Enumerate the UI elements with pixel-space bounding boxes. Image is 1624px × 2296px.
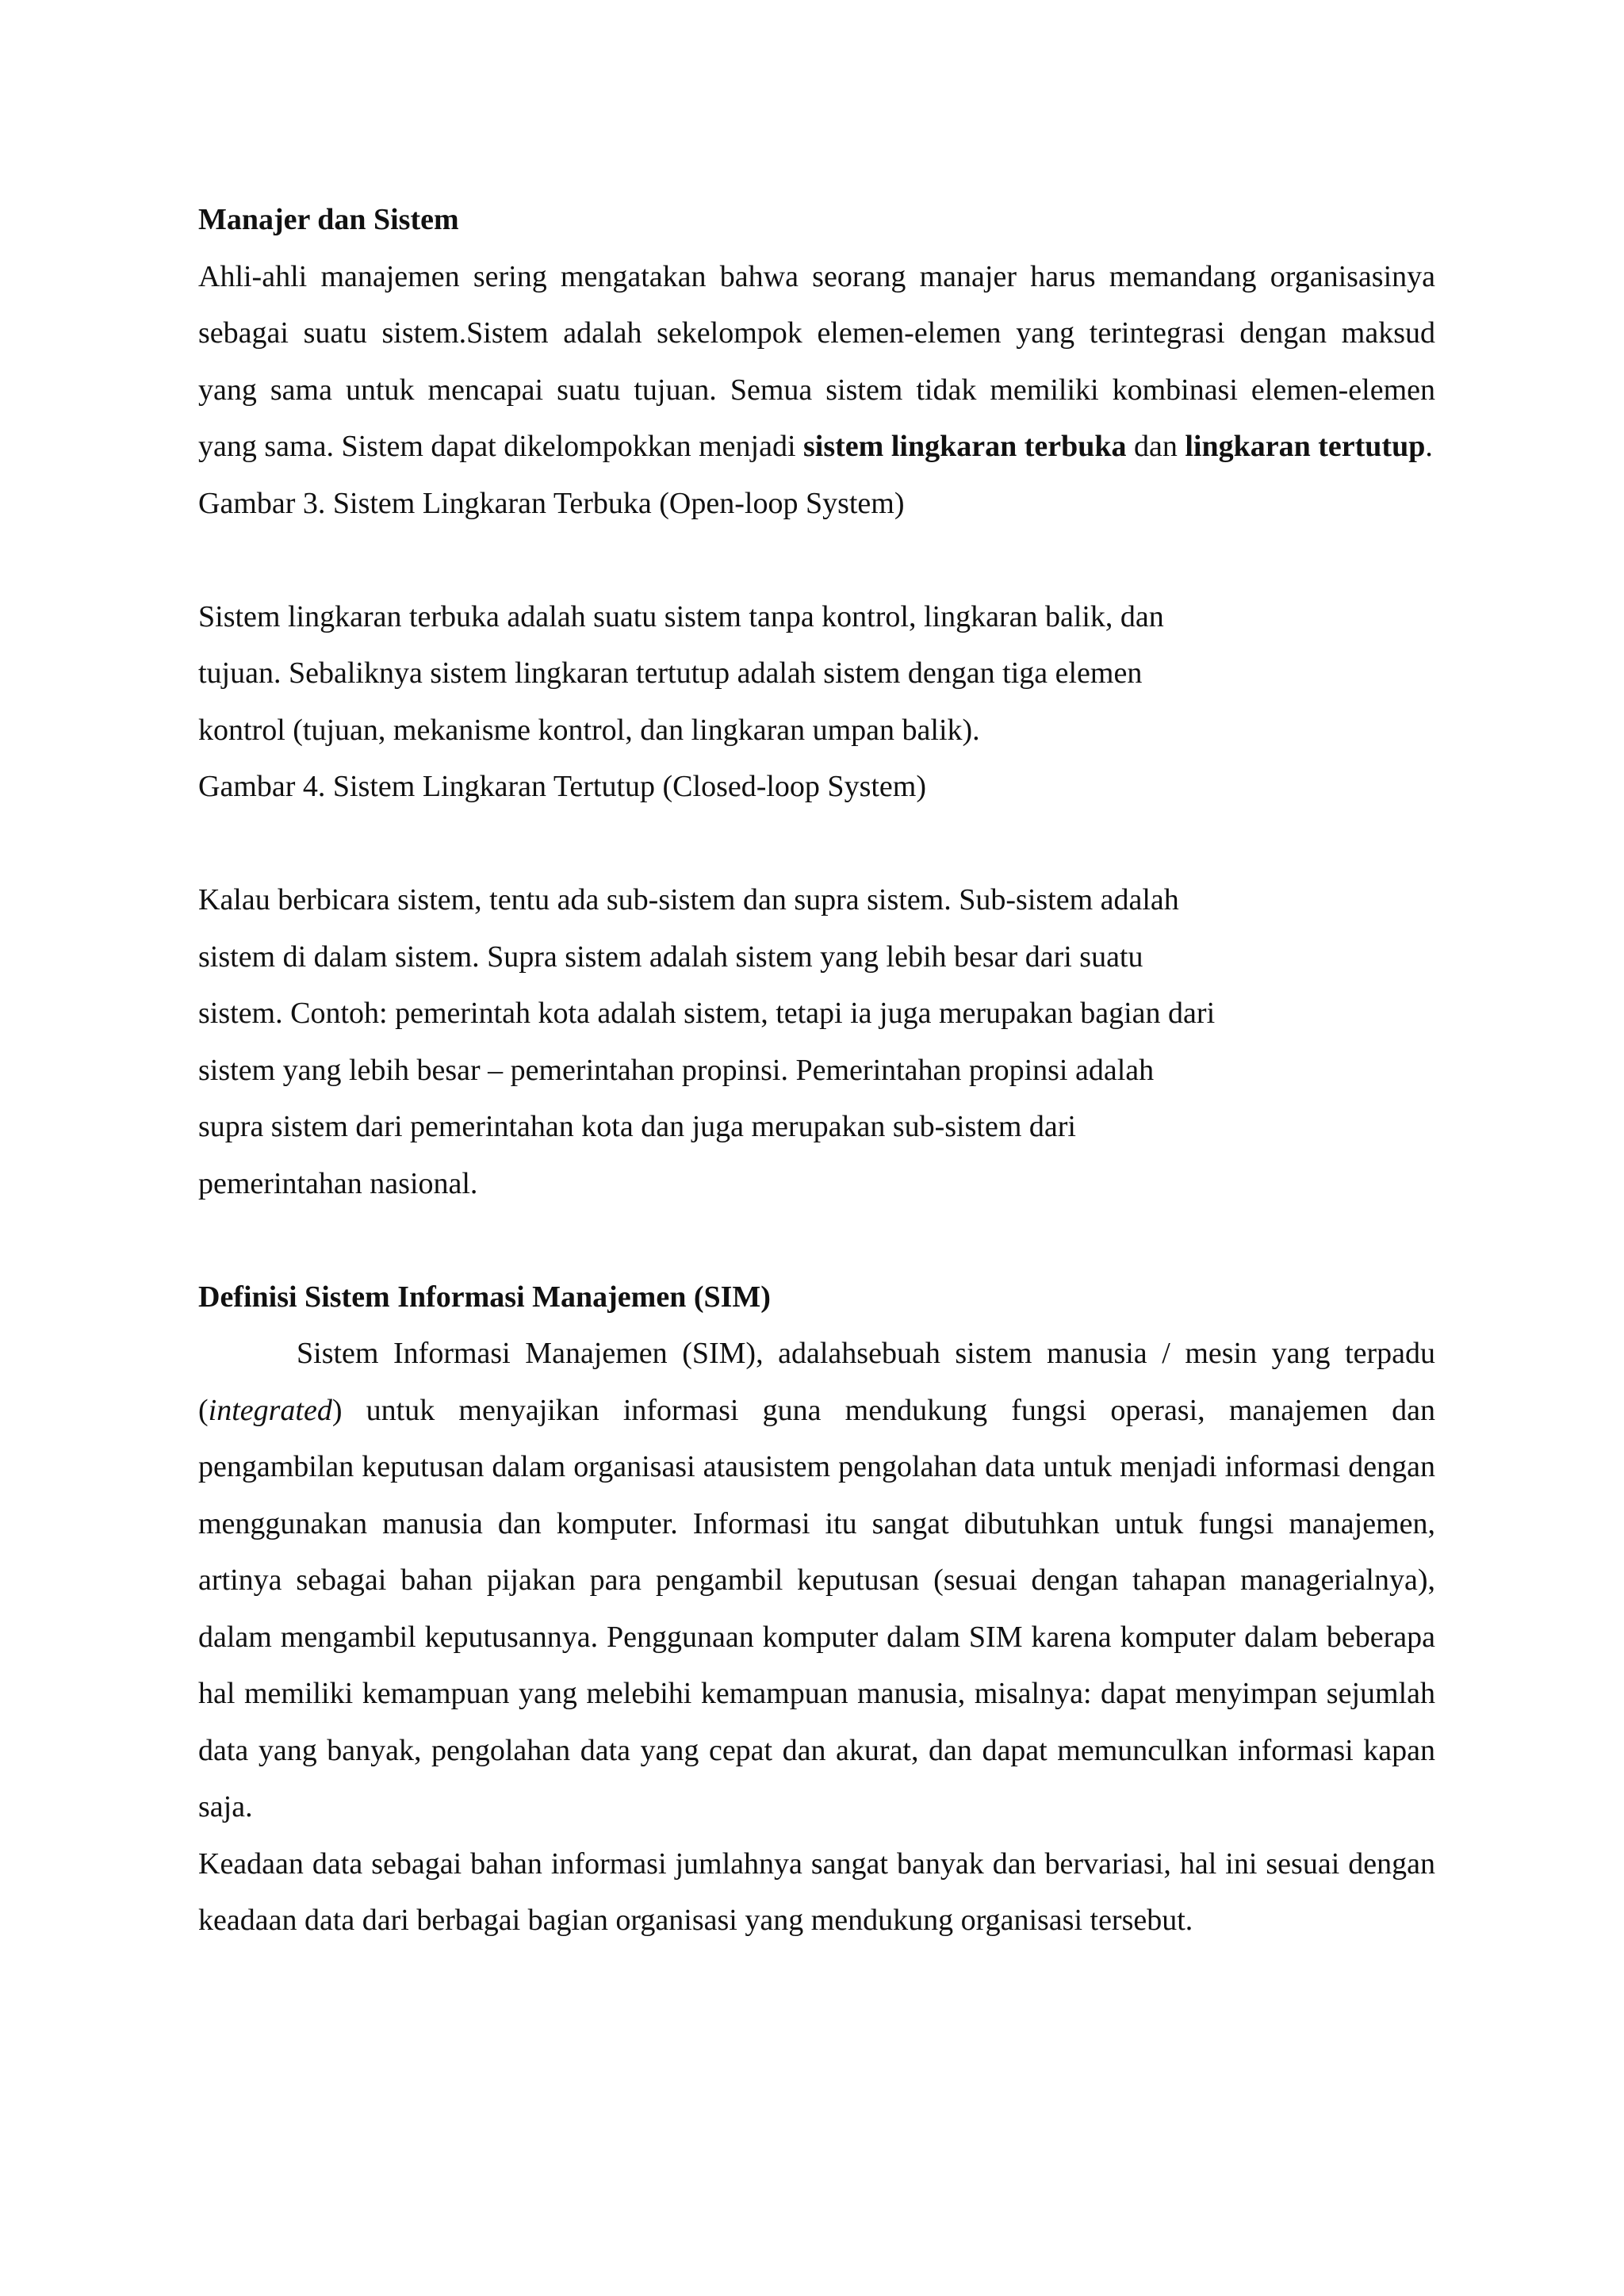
bold-term-closed-loop: lingkaran tertutup	[1185, 430, 1426, 463]
italic-term-integrated: integrated	[208, 1393, 332, 1427]
section-heading-definisi-sim: Definisi Sistem Informasi Manajemen (SIM)	[198, 1280, 771, 1314]
paragraph-open-loop-definition: Sistem lingkaran terbuka adalah suatu sistem tanpa kontrol, lingkaran balik, dan tujuan. Sebaliknya sistem lingkaran tertutup adalah sistem dengan tiga elemen kontrol (tujuan, mekanisme kontrol, dan lingkaran umpan balik).	[198, 599, 1164, 747]
spacer	[198, 1212, 1435, 1269]
paragraph-sim-definition	[198, 1326, 1435, 1836]
section-heading-manajer-dan-sistem: Manajer dan Sistem	[198, 203, 459, 236]
figure-caption-3: Gambar 3. Sistem Lingkaran Terbuka (Open-loop System)	[198, 486, 905, 520]
paragraph-subsystem: Kalau berbicara sistem, tentu ada sub-sistem dan supra sistem. Sub-sistem adalah sistem di dalam sistem. Supra sistem adalah sistem yang lebih besar dari suatu sistem. Contoh: pemerintah kota adalah sistem, tetapi ia juga merupakan bagian dari sistem yang lebih besar – pemerintahan propinsi. Pemerintahan propinsi adalah supra sistem dari pemerintahan kota dan juga merupakan sub-sistem dari pemerintahan nasional.	[198, 883, 1216, 1200]
paragraph-text: ) untuk menyajikan informasi guna mendukung fungsi operasi, manajemen dan pengambilan keputusan dalam organisasi atausistem pengolahan data untuk menjadi informasi dengan menggunakan manusia dan komputer. Informasi itu sangat dibutuhkan untuk fungsi manajemen, artinya sebagai bahan pijakan para pengambil keputusan (sesuai dengan tahapan managerialnya), dalam mengambil keputusannya. Penggunaan komputer dalam SIM karena komputer dalam beberapa hal memiliki kemampuan yang melebihi kemampuan manusia, misalnya: dapat menyimpan sejumlah data yang banyak, pengolahan data yang cepat dan akurat, dan dapat memunculkan informasi kapan saja.	[198, 1393, 1435, 1823]
paragraph-data-keadaan: Keadaan data sebagai bahan informasi jumlahnya sangat banyak dan bervariasi, hal ini sesuai dengan keadaan data dari berbagai bagian organisasi yang mendukung organisasi tersebut.	[198, 1846, 1435, 1937]
spacer	[198, 532, 1435, 589]
document-body	[198, 192, 1435, 1950]
paragraph-text: Ahli-ahli manajemen sering mengatakan bahwa seorang manajer harus memandang organisasinya sebagai suatu sistem.Sistem adalah sekelompok elemen-elemen yang terintegrasi dengan maksud yang sama untuk mencapai suatu tujuan. Semua sistem tidak memiliki kombinasi elemen-elemen yang sama. Sistem dapat dikelompokkan menjadi	[198, 259, 1435, 463]
paragraph-text: dan	[1126, 430, 1185, 463]
spacer	[198, 816, 1435, 873]
paragraph-manajer-sistem	[198, 249, 1435, 476]
paragraph-text: .	[1425, 430, 1433, 463]
paragraph-text: Sistem Informasi Manajemen (SIM), adalahsebuah sistem manusia / mesin yang terpadu (	[198, 1337, 1435, 1427]
figure-caption-4: Gambar 4. Sistem Lingkaran Tertutup (Closed-loop System)	[198, 770, 926, 803]
bold-term-open-loop: sistem lingkaran terbuka	[803, 430, 1127, 463]
